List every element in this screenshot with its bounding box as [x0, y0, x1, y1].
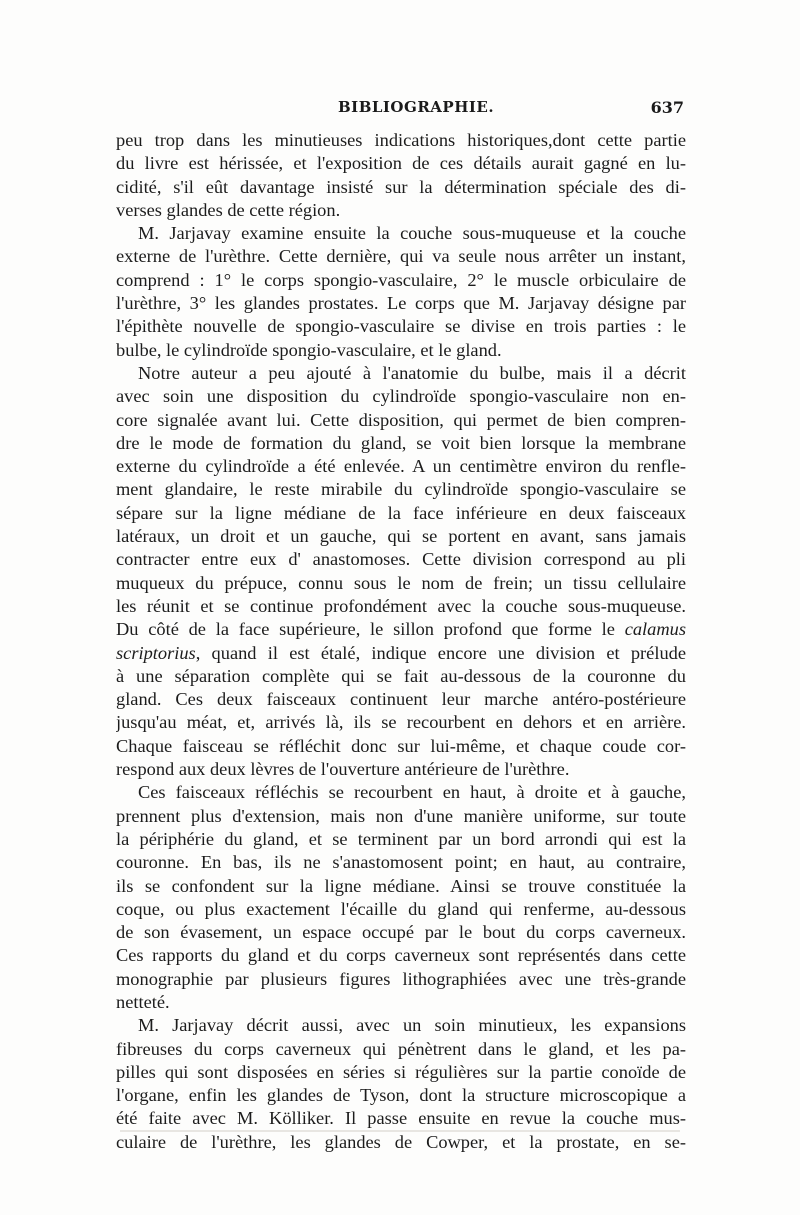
text-line: couronne. En bas, ils ne s'anastomosent point; en haut, au contraire,: [116, 852, 686, 873]
text-line-italic-start: scriptorius, quand il est étalé, indique encore une division et prélude: [116, 642, 686, 663]
latin-term: scriptorius: [116, 642, 196, 663]
latin-term: calamus: [624, 619, 686, 640]
text-line: avec soin une disposition du cylindroïde spongio-vasculaire non en-: [116, 386, 686, 407]
text-line: pilles qui sont disposées en séries si régulières sur la partie conoïde de: [116, 1061, 686, 1082]
page-header: [116, 98, 684, 122]
text-line: culaire de l'urèthre, les glandes de Cowper, et la prostate, en se-: [116, 1131, 686, 1152]
text-line: muqueux du prépuce, connu sous le nom de frein; un tissu cellulaire: [116, 572, 686, 593]
text-line: externe de l'urèthre. Cette dernière, qui va seule nous arrêter un instant,: [116, 246, 686, 267]
body-text: [116, 129, 686, 1154]
text-line-italic-end: Du côté de la face supérieure, le sillon profond que forme le calamus: [116, 619, 686, 640]
page-number: 637: [650, 98, 684, 117]
text-line: peu trop dans les minutieuses indications historiques,dont cette partie: [116, 130, 686, 150]
text-line: les réunit et se continue profondément avec la couche sous-muqueuse.: [116, 595, 686, 616]
text-line: l'épithète nouvelle de spongio-vasculaire se divise en trois parties : le: [116, 316, 686, 337]
text-line: Chaque faisceau se réfléchit donc sur lui-même, et chaque coude cor-: [116, 735, 686, 756]
bleed-through-mark: [120, 1130, 680, 1132]
text-line: bulbe, le cylindroïde spongio-vasculaire, et le gland.: [116, 339, 502, 360]
text-line: gland. Ces deux faisceaux continuent leur marche antéro-postérieure: [116, 689, 686, 710]
text-line: jusqu'au méat, et, arrivés là, ils se recourbent en dehors et en arrière.: [116, 712, 686, 733]
text-line: ils se confondent sur la ligne médiane. Ainsi se trouve constituée la: [116, 875, 686, 896]
text-line: coque, ou plus exactement l'écaille du gland qui renferme, au-dessous: [116, 898, 686, 919]
text-line: dre le mode de formation du gland, se voit bien lorsque la membrane: [116, 432, 686, 453]
text-line: sépare sur la ligne médiane de la face inférieure en deux faisceaux: [116, 502, 686, 523]
paragraph-start-line: Notre auteur a peu ajouté à l'anatomie du bulbe, mais il a décrit: [138, 362, 686, 383]
paragraph-start-line: M. Jarjavay décrit aussi, avec un soin minutieux, les expansions: [138, 1015, 686, 1036]
text-line: latéraux, un droit et un gauche, qui se portent en avant, sans jamais: [116, 526, 686, 547]
text-line: core signalée avant lui. Cette disposition, qui permet de bien compren-: [116, 409, 686, 430]
text-line: du livre est hérissée, et l'exposition de ces détails aurait gagné en lu-: [116, 153, 686, 174]
text-line: été faite avec M. Kölliker. Il passe ensuite en revue la couche mus-: [116, 1108, 686, 1129]
text-line: comprend : 1° le corps spongio-vasculaire, 2° le muscle orbiculaire de: [116, 269, 686, 290]
text-line: l'urèthre, 3° les glandes prostates. Le corps que M. Jarjavay désigne par: [116, 293, 686, 314]
paragraph-start-line: M. Jarjavay examine ensuite la couche sous-muqueuse et la couche: [138, 223, 686, 244]
text-line: à une séparation complète qui se fait au-dessous de la couronne du: [116, 665, 686, 686]
text-line: externe du cylindroïde a été enlevée. A un centimètre environ du renfle-: [116, 456, 686, 477]
text-line: fibreuses du corps caverneux qui pénètrent dans le gland, et les pa-: [116, 1038, 686, 1059]
text-line: de son évasement, un espace occupé par le bout du corps caverneux.: [116, 922, 686, 943]
text-line: prennent plus d'extension, mais non d'une manière uniforme, sur toute: [116, 805, 686, 826]
text-line: Ces rapports du gland et du corps caverneux sont représentés dans cette: [116, 945, 686, 966]
text-line: monographie par plusieurs figures lithographiées avec une très-grande: [116, 968, 686, 989]
text-line: ment glandaire, le reste mirabile du cylindroïde spongio-vasculaire se: [116, 479, 686, 500]
text-line: netteté.: [116, 991, 170, 1012]
text-line: verses glandes de cette région.: [116, 199, 341, 220]
text-line: respond aux deux lèvres de l'ouverture antérieure de l'urèthre.: [116, 759, 570, 780]
text-line: l'organe, enfin les glandes de Tyson, dont la structure microscopique a: [116, 1085, 686, 1106]
paragraph-start-line: Ces faisceaux réfléchis se recourbent en haut, à droite et à gauche,: [138, 782, 686, 803]
text-line: cidité, s'il eût davantage insisté sur la détermination spéciale des di-: [116, 176, 686, 197]
text-line: la périphérie du gland, et se terminent par un bord arrondi qui est la: [116, 828, 686, 849]
text-line: contracter entre eux d' anastomoses. Cette division correspond au pli: [116, 549, 686, 570]
running-title: BIBLIOGRAPHIE.: [338, 98, 495, 116]
